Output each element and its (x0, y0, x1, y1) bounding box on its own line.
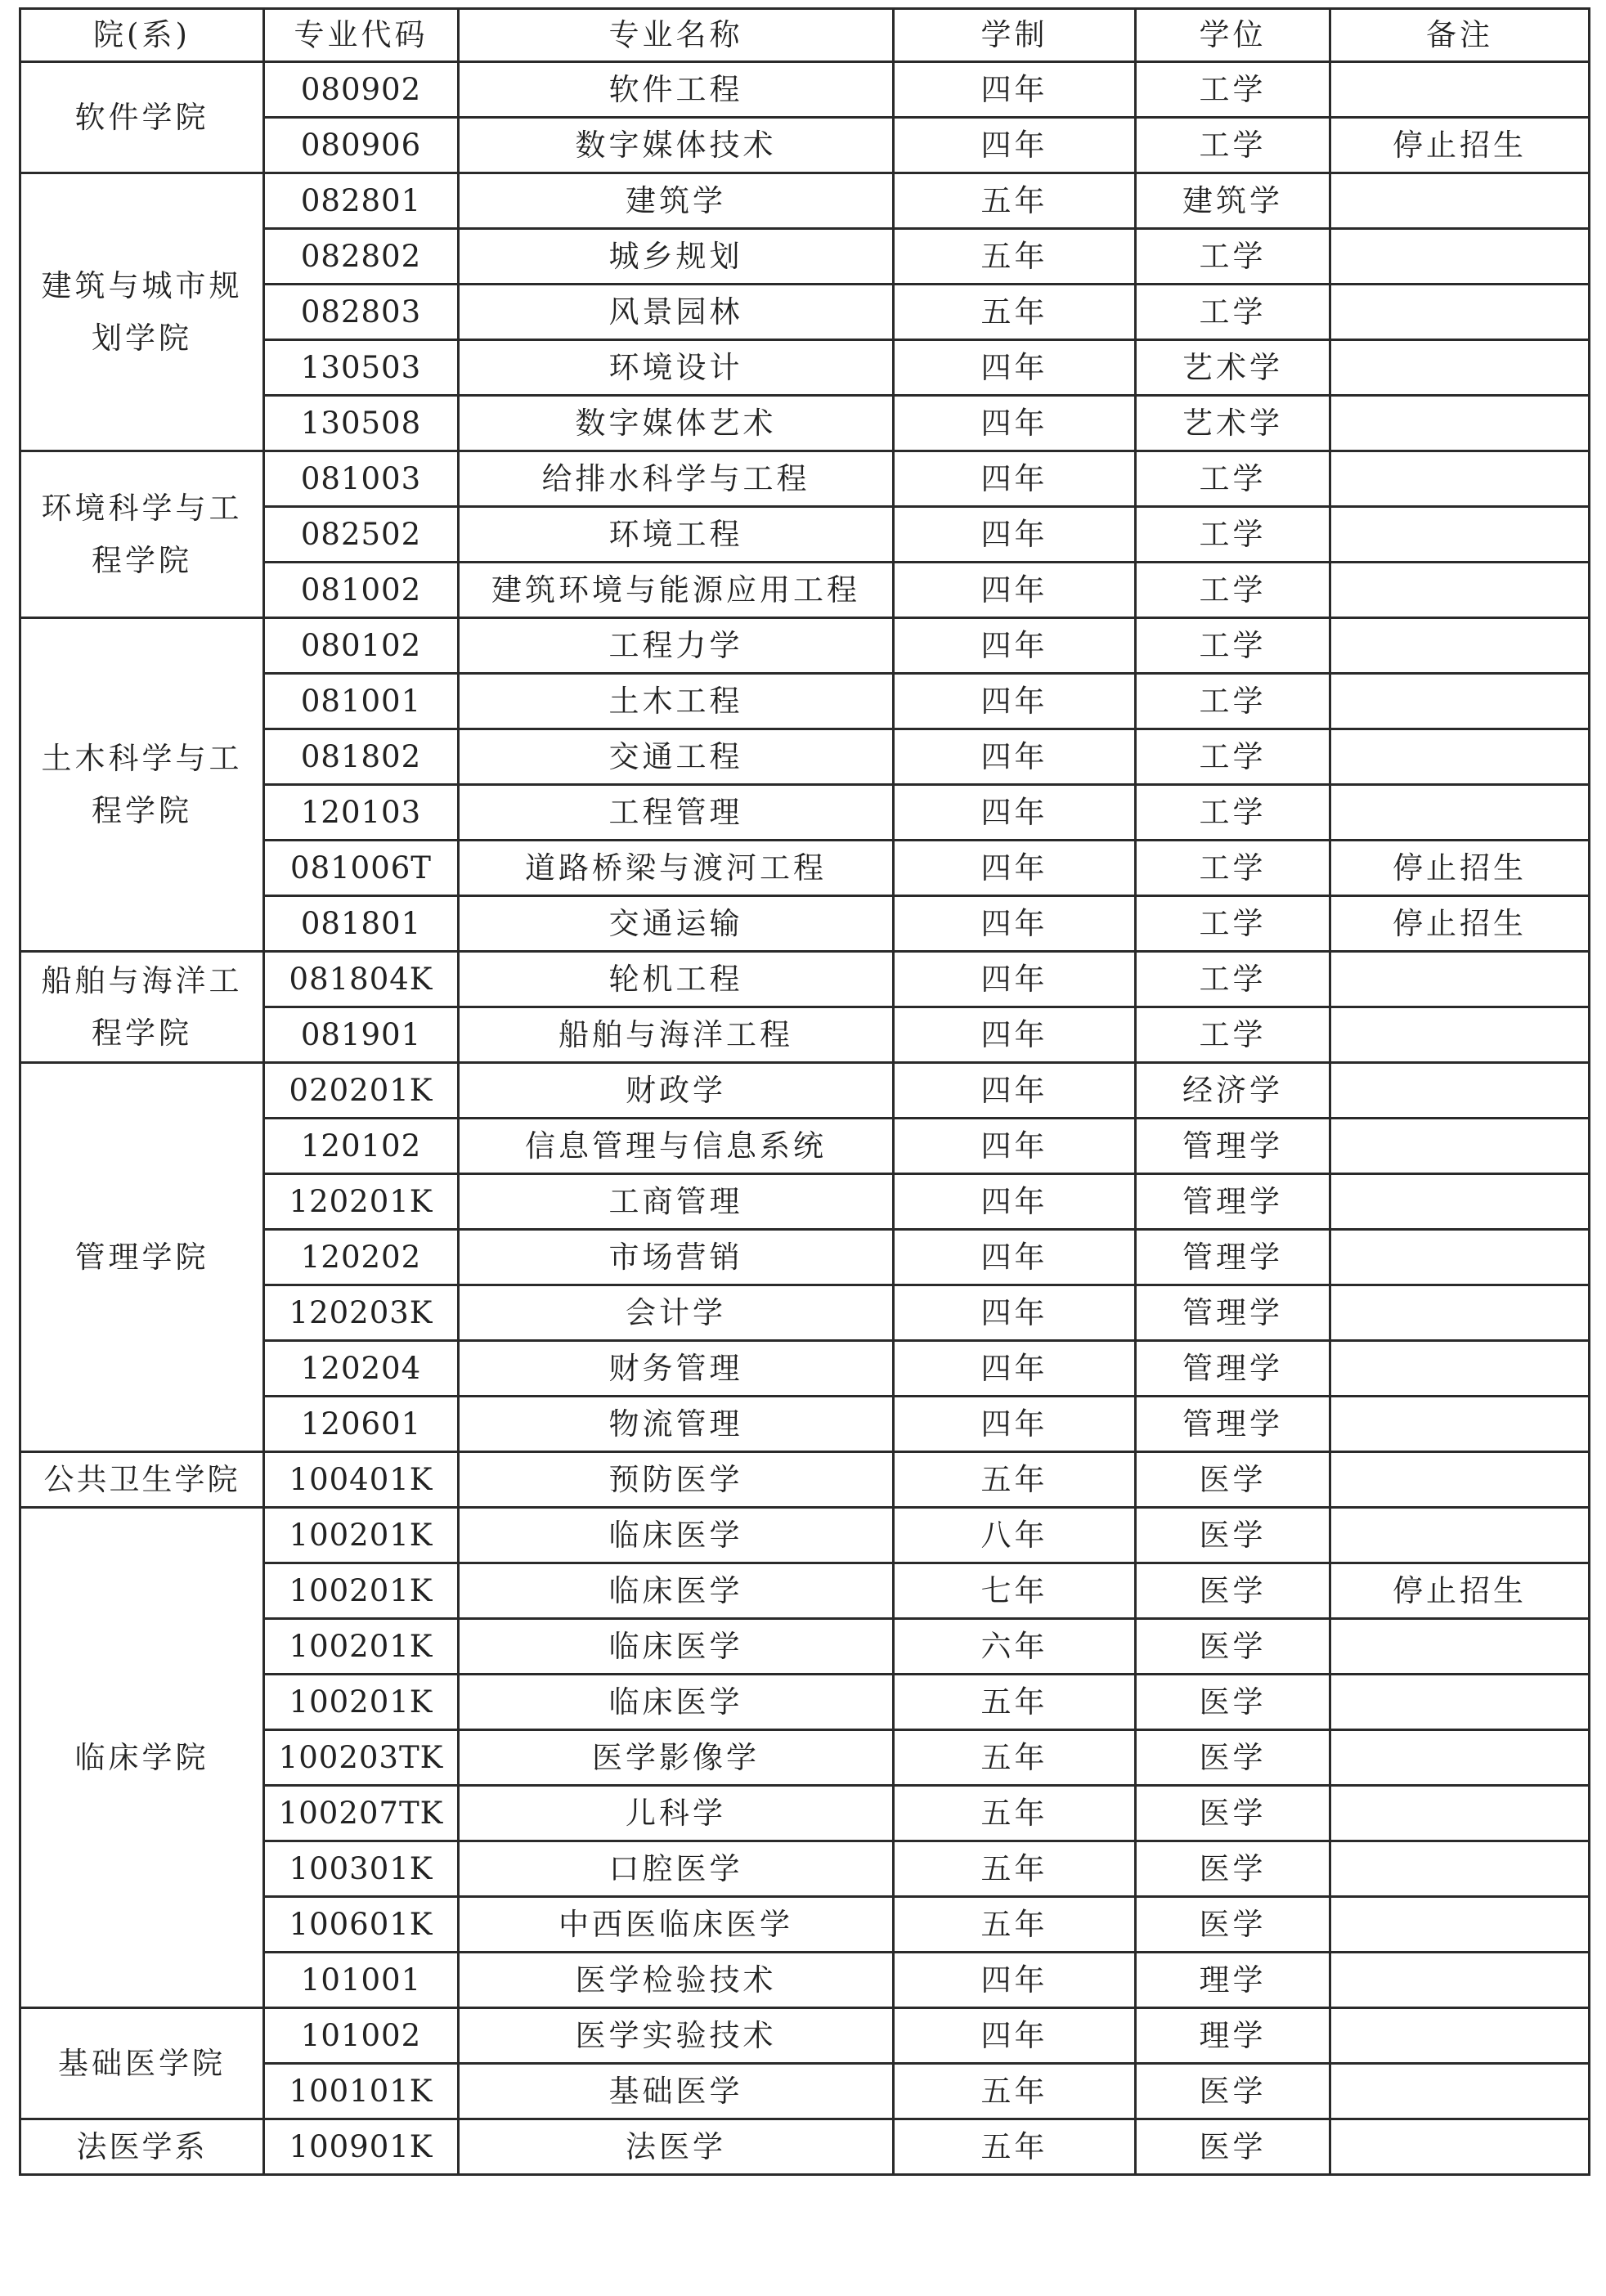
major-name: 中西医临床医学 (459, 1897, 894, 1953)
major-note (1330, 2119, 1590, 2175)
major-duration: 四年 (894, 618, 1136, 674)
major-duration: 四年 (894, 785, 1136, 841)
major-degree: 工学 (1136, 451, 1330, 507)
major-note (1330, 1119, 1590, 1174)
major-duration: 四年 (894, 952, 1136, 1007)
major-note (1330, 563, 1590, 618)
major-degree: 工学 (1136, 285, 1330, 340)
major-degree: 医学 (1136, 1563, 1330, 1619)
major-degree: 医学 (1136, 1786, 1330, 1841)
major-note (1330, 1452, 1590, 1508)
major-degree: 管理学 (1136, 1341, 1330, 1397)
table-row (20, 1508, 1590, 1563)
major-degree: 管理学 (1136, 1119, 1330, 1174)
major-code: 081901 (264, 1007, 459, 1063)
major-code: 081802 (264, 729, 459, 785)
major-name: 风景园林 (459, 285, 894, 340)
header-major-name: 专业名称 (459, 9, 894, 62)
major-code: 100901K (264, 2119, 459, 2175)
major-note: 停止招生 (1330, 841, 1590, 896)
table-row (20, 618, 1590, 674)
major-degree: 工学 (1136, 896, 1330, 952)
major-degree: 管理学 (1136, 1174, 1330, 1230)
major-code: 100601K (264, 1897, 459, 1953)
major-degree: 工学 (1136, 729, 1330, 785)
department-name: 法医学系 (20, 2119, 264, 2175)
major-degree: 艺术学 (1136, 396, 1330, 451)
header-department: 院(系) (20, 9, 264, 62)
major-degree: 管理学 (1136, 1397, 1330, 1452)
major-degree: 医学 (1136, 1619, 1330, 1675)
major-note (1330, 285, 1590, 340)
major-code: 120102 (264, 1119, 459, 1174)
major-degree: 工学 (1136, 563, 1330, 618)
table-row (20, 2008, 1590, 2064)
major-degree: 工学 (1136, 785, 1330, 841)
major-note (1330, 952, 1590, 1007)
table-row (20, 1452, 1590, 1508)
major-name: 船舶与海洋工程 (459, 1007, 894, 1063)
major-note (1330, 1397, 1590, 1452)
major-note (1330, 1508, 1590, 1563)
major-code: 130508 (264, 396, 459, 451)
department-name: 船舶与海洋工程学院 (20, 952, 264, 1063)
major-name: 环境设计 (459, 340, 894, 396)
major-name: 工程力学 (459, 618, 894, 674)
major-duration: 四年 (894, 1007, 1136, 1063)
major-degree: 医学 (1136, 1508, 1330, 1563)
major-degree: 医学 (1136, 1675, 1330, 1730)
major-name: 医学影像学 (459, 1730, 894, 1786)
major-duration: 五年 (894, 1730, 1136, 1786)
major-duration: 四年 (894, 1397, 1136, 1452)
major-name: 会计学 (459, 1285, 894, 1341)
header-note: 备注 (1330, 9, 1590, 62)
major-note (1330, 451, 1590, 507)
major-duration: 四年 (894, 451, 1136, 507)
major-degree: 工学 (1136, 229, 1330, 285)
department-name: 环境科学与工程学院 (20, 451, 264, 618)
major-duration: 四年 (894, 1341, 1136, 1397)
major-note (1330, 1786, 1590, 1841)
major-duration: 五年 (894, 173, 1136, 229)
major-degree: 管理学 (1136, 1285, 1330, 1341)
major-code: 100201K (264, 1675, 459, 1730)
major-code: 101001 (264, 1953, 459, 2008)
table-row (20, 173, 1590, 229)
major-duration: 六年 (894, 1619, 1136, 1675)
major-name: 软件工程 (459, 62, 894, 118)
major-name: 基础医学 (459, 2064, 894, 2119)
major-degree: 工学 (1136, 1007, 1330, 1063)
major-duration: 五年 (894, 229, 1136, 285)
major-note (1330, 785, 1590, 841)
major-degree: 工学 (1136, 674, 1330, 729)
major-note (1330, 1619, 1590, 1675)
major-code: 100207TK (264, 1786, 459, 1841)
major-name: 轮机工程 (459, 952, 894, 1007)
major-name: 道路桥梁与渡河工程 (459, 841, 894, 896)
major-duration: 四年 (894, 507, 1136, 563)
major-name: 数字媒体技术 (459, 118, 894, 173)
major-note (1330, 1230, 1590, 1285)
major-note (1330, 2008, 1590, 2064)
major-degree: 医学 (1136, 1841, 1330, 1897)
table-row (20, 1063, 1590, 1119)
major-duration: 四年 (894, 118, 1136, 173)
table-row (20, 451, 1590, 507)
major-duration: 四年 (894, 1953, 1136, 2008)
major-code: 080102 (264, 618, 459, 674)
major-note (1330, 173, 1590, 229)
major-note (1330, 1007, 1590, 1063)
major-code: 082802 (264, 229, 459, 285)
major-note (1330, 2064, 1590, 2119)
major-duration: 四年 (894, 1119, 1136, 1174)
major-code: 100101K (264, 2064, 459, 2119)
major-code: 100401K (264, 1452, 459, 1508)
major-code: 081003 (264, 451, 459, 507)
table-row (20, 62, 1590, 118)
major-code: 082502 (264, 507, 459, 563)
major-duration: 五年 (894, 2064, 1136, 2119)
major-code: 081006T (264, 841, 459, 896)
header-code: 专业代码 (264, 9, 459, 62)
header-degree: 学位 (1136, 9, 1330, 62)
major-code: 080906 (264, 118, 459, 173)
major-duration: 四年 (894, 1174, 1136, 1230)
major-note (1330, 1675, 1590, 1730)
major-duration: 五年 (894, 1675, 1136, 1730)
department-name: 临床学院 (20, 1508, 264, 2008)
major-degree: 艺术学 (1136, 340, 1330, 396)
major-note: 停止招生 (1330, 118, 1590, 173)
major-name: 口腔医学 (459, 1841, 894, 1897)
major-name: 信息管理与信息系统 (459, 1119, 894, 1174)
department-name: 管理学院 (20, 1063, 264, 1452)
major-duration: 四年 (894, 1063, 1136, 1119)
major-code: 120202 (264, 1230, 459, 1285)
major-duration: 四年 (894, 62, 1136, 118)
major-duration: 四年 (894, 674, 1136, 729)
major-code: 080902 (264, 62, 459, 118)
major-code: 020201K (264, 1063, 459, 1119)
major-note (1330, 229, 1590, 285)
major-degree: 理学 (1136, 2008, 1330, 2064)
major-note (1330, 1285, 1590, 1341)
major-name: 数字媒体艺术 (459, 396, 894, 451)
major-code: 082803 (264, 285, 459, 340)
major-duration: 五年 (894, 1841, 1136, 1897)
major-note (1330, 1953, 1590, 2008)
major-name: 交通工程 (459, 729, 894, 785)
major-code: 100201K (264, 1508, 459, 1563)
major-code: 100203TK (264, 1730, 459, 1786)
major-name: 临床医学 (459, 1508, 894, 1563)
major-code: 120103 (264, 785, 459, 841)
department-name: 建筑与城市规划学院 (20, 173, 264, 451)
major-name: 临床医学 (459, 1619, 894, 1675)
major-code: 120601 (264, 1397, 459, 1452)
major-name: 儿科学 (459, 1786, 894, 1841)
major-note: 停止招生 (1330, 1563, 1590, 1619)
major-duration: 五年 (894, 1786, 1136, 1841)
major-degree: 医学 (1136, 1897, 1330, 1953)
major-name: 市场营销 (459, 1230, 894, 1285)
major-name: 交通运输 (459, 896, 894, 952)
major-note (1330, 1897, 1590, 1953)
major-note (1330, 674, 1590, 729)
major-degree: 建筑学 (1136, 173, 1330, 229)
major-code: 101002 (264, 2008, 459, 2064)
major-name: 医学实验技术 (459, 2008, 894, 2064)
major-name: 预防医学 (459, 1452, 894, 1508)
table-header (20, 9, 1590, 62)
major-degree: 工学 (1136, 952, 1330, 1007)
table-body (20, 62, 1590, 2175)
major-name: 财务管理 (459, 1341, 894, 1397)
major-note (1330, 1174, 1590, 1230)
header-duration: 学制 (894, 9, 1136, 62)
major-degree: 管理学 (1136, 1230, 1330, 1285)
major-code: 081001 (264, 674, 459, 729)
major-note (1330, 1063, 1590, 1119)
major-name: 工商管理 (459, 1174, 894, 1230)
major-note (1330, 340, 1590, 396)
major-name: 环境工程 (459, 507, 894, 563)
major-duration: 五年 (894, 285, 1136, 340)
major-name: 给排水科学与工程 (459, 451, 894, 507)
major-code: 081002 (264, 563, 459, 618)
major-duration: 四年 (894, 1285, 1136, 1341)
major-duration: 四年 (894, 896, 1136, 952)
major-code: 100301K (264, 1841, 459, 1897)
majors-table (19, 7, 1590, 2176)
major-name: 工程管理 (459, 785, 894, 841)
header-row (20, 9, 1590, 62)
major-duration: 四年 (894, 841, 1136, 896)
major-degree: 医学 (1136, 2064, 1330, 2119)
major-degree: 工学 (1136, 618, 1330, 674)
department-name: 软件学院 (20, 62, 264, 173)
major-name: 医学检验技术 (459, 1953, 894, 2008)
major-duration: 四年 (894, 1230, 1136, 1285)
major-note (1330, 1841, 1590, 1897)
major-duration: 四年 (894, 729, 1136, 785)
major-note (1330, 729, 1590, 785)
major-duration: 四年 (894, 340, 1136, 396)
major-code: 100201K (264, 1619, 459, 1675)
major-name: 城乡规划 (459, 229, 894, 285)
major-note (1330, 507, 1590, 563)
major-code: 081804K (264, 952, 459, 1007)
major-degree: 医学 (1136, 1730, 1330, 1786)
table-row (20, 2119, 1590, 2175)
department-name: 土木科学与工程学院 (20, 618, 264, 952)
major-degree: 医学 (1136, 1452, 1330, 1508)
major-code: 082801 (264, 173, 459, 229)
major-code: 120203K (264, 1285, 459, 1341)
major-duration: 七年 (894, 1563, 1136, 1619)
major-note (1330, 62, 1590, 118)
major-degree: 医学 (1136, 2119, 1330, 2175)
major-name: 财政学 (459, 1063, 894, 1119)
major-note: 停止招生 (1330, 896, 1590, 952)
major-duration: 四年 (894, 2008, 1136, 2064)
major-degree: 工学 (1136, 118, 1330, 173)
major-degree: 经济学 (1136, 1063, 1330, 1119)
major-degree: 理学 (1136, 1953, 1330, 2008)
major-name: 建筑学 (459, 173, 894, 229)
major-name: 临床医学 (459, 1563, 894, 1619)
major-code: 100201K (264, 1563, 459, 1619)
major-note (1330, 1341, 1590, 1397)
major-name: 法医学 (459, 2119, 894, 2175)
major-degree: 工学 (1136, 62, 1330, 118)
major-duration: 五年 (894, 2119, 1136, 2175)
major-name: 建筑环境与能源应用工程 (459, 563, 894, 618)
major-duration: 四年 (894, 563, 1136, 618)
major-name: 土木工程 (459, 674, 894, 729)
department-name: 公共卫生学院 (20, 1452, 264, 1508)
major-duration: 五年 (894, 1452, 1136, 1508)
major-code: 120201K (264, 1174, 459, 1230)
major-note (1330, 396, 1590, 451)
major-duration: 四年 (894, 396, 1136, 451)
table-row (20, 952, 1590, 1007)
major-code: 081801 (264, 896, 459, 952)
major-duration: 八年 (894, 1508, 1136, 1563)
major-name: 临床医学 (459, 1675, 894, 1730)
major-degree: 工学 (1136, 841, 1330, 896)
major-note (1330, 1730, 1590, 1786)
major-name: 物流管理 (459, 1397, 894, 1452)
major-degree: 工学 (1136, 507, 1330, 563)
department-name: 基础医学院 (20, 2008, 264, 2119)
major-code: 120204 (264, 1341, 459, 1397)
major-note (1330, 618, 1590, 674)
major-duration: 五年 (894, 1897, 1136, 1953)
major-code: 130503 (264, 340, 459, 396)
